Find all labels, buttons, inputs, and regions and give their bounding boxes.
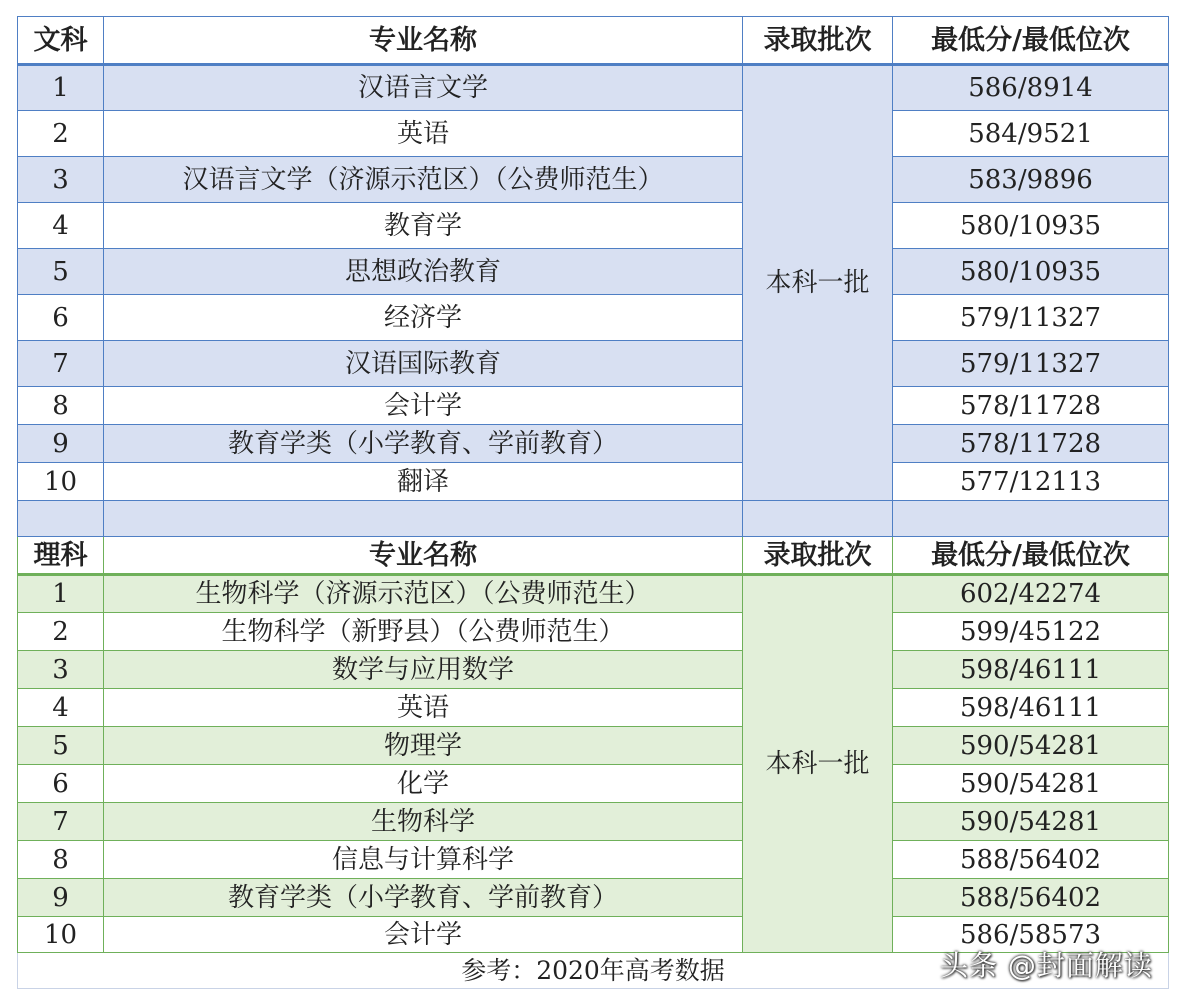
table-row <box>18 841 1169 879</box>
arts-header-row <box>18 17 1169 65</box>
table-row <box>18 575 1169 613</box>
science-batch-cell: 本科一批 <box>743 575 893 953</box>
arts-batch-header: 录取批次 <box>743 17 893 65</box>
score-rank: 584/9521 <box>893 111 1169 157</box>
row-number: 1 <box>18 575 104 613</box>
score-rank: 590/54281 <box>893 803 1169 841</box>
score-rank: 579/11327 <box>893 295 1169 341</box>
row-number: 5 <box>18 249 104 295</box>
separator-cell <box>893 501 1169 537</box>
table-row <box>18 341 1169 387</box>
row-number: 1 <box>18 65 104 111</box>
score-rank: 588/56402 <box>893 841 1169 879</box>
row-number: 3 <box>18 651 104 689</box>
major-name: 教育学类（小学教育、学前教育） <box>104 879 743 917</box>
science-major-header: 专业名称 <box>104 537 743 575</box>
major-name: 数学与应用数学 <box>104 651 743 689</box>
score-rank: 599/45122 <box>893 613 1169 651</box>
row-number: 10 <box>18 463 104 501</box>
major-name: 英语 <box>104 111 743 157</box>
separator-cell <box>18 501 104 537</box>
arts-major-header: 专业名称 <box>104 17 743 65</box>
major-name: 汉语言文学（济源示范区）（公费师范生） <box>104 157 743 203</box>
score-rank: 580/10935 <box>893 249 1169 295</box>
major-name: 翻译 <box>104 463 743 501</box>
row-number: 8 <box>18 387 104 425</box>
major-name: 信息与计算科学 <box>104 841 743 879</box>
score-rank: 577/12113 <box>893 463 1169 501</box>
table-row <box>18 463 1169 501</box>
admission-score-table <box>17 16 1169 989</box>
section-separator-row <box>18 501 1169 537</box>
score-rank: 598/46111 <box>893 651 1169 689</box>
table-row <box>18 803 1169 841</box>
score-rank: 578/11728 <box>893 387 1169 425</box>
major-name: 思想政治教育 <box>104 249 743 295</box>
score-rank: 598/46111 <box>893 689 1169 727</box>
major-name: 教育学 <box>104 203 743 249</box>
separator-cell <box>104 501 743 537</box>
row-number: 7 <box>18 341 104 387</box>
table-row <box>18 295 1169 341</box>
major-name: 生物科学 <box>104 803 743 841</box>
table-row <box>18 879 1169 917</box>
major-name: 汉语国际教育 <box>104 341 743 387</box>
science-batch-header: 录取批次 <box>743 537 893 575</box>
science-score-header: 最低分/最低位次 <box>893 537 1169 575</box>
major-name: 汉语言文学 <box>104 65 743 111</box>
arts-score-header: 最低分/最低位次 <box>893 17 1169 65</box>
table-row <box>18 651 1169 689</box>
row-number: 9 <box>18 879 104 917</box>
row-number: 7 <box>18 803 104 841</box>
score-rank: 580/10935 <box>893 203 1169 249</box>
separator-cell <box>743 501 893 537</box>
arts-batch-cell: 本科一批 <box>743 65 893 501</box>
row-number: 8 <box>18 841 104 879</box>
table-row <box>18 249 1169 295</box>
watermark: 头条 @封面解读 <box>940 949 1153 982</box>
reference-note: 参考：2020年高考数据 <box>18 953 1169 989</box>
major-name: 化学 <box>104 765 743 803</box>
science-track-header: 理科 <box>18 537 104 575</box>
score-rank: 583/9896 <box>893 157 1169 203</box>
table-row <box>18 111 1169 157</box>
table-row <box>18 203 1169 249</box>
major-name: 物理学 <box>104 727 743 765</box>
major-name: 会计学 <box>104 387 743 425</box>
score-rank: 602/42274 <box>893 575 1169 613</box>
row-number: 4 <box>18 203 104 249</box>
major-name: 英语 <box>104 689 743 727</box>
row-number: 4 <box>18 689 104 727</box>
row-number: 2 <box>18 613 104 651</box>
score-rank: 590/54281 <box>893 727 1169 765</box>
score-rank: 588/56402 <box>893 879 1169 917</box>
major-name: 生物科学（济源示范区）（公费师范生） <box>104 575 743 613</box>
score-rank: 586/8914 <box>893 65 1169 111</box>
score-rank: 586/58573 <box>893 917 1169 953</box>
row-number: 2 <box>18 111 104 157</box>
table-row <box>18 387 1169 425</box>
table-row <box>18 65 1169 111</box>
table-row <box>18 157 1169 203</box>
row-number: 10 <box>18 917 104 953</box>
major-name: 生物科学（新野县）（公费师范生） <box>104 613 743 651</box>
table-row <box>18 727 1169 765</box>
score-rank: 590/54281 <box>893 765 1169 803</box>
score-rank: 578/11728 <box>893 425 1169 463</box>
row-number: 3 <box>18 157 104 203</box>
major-name: 经济学 <box>104 295 743 341</box>
table-row <box>18 613 1169 651</box>
table-row <box>18 765 1169 803</box>
row-number: 6 <box>18 295 104 341</box>
major-name: 教育学类（小学教育、学前教育） <box>104 425 743 463</box>
score-rank: 579/11327 <box>893 341 1169 387</box>
table-row <box>18 689 1169 727</box>
row-number: 6 <box>18 765 104 803</box>
major-name: 会计学 <box>104 917 743 953</box>
row-number: 5 <box>18 727 104 765</box>
arts-track-header: 文科 <box>18 17 104 65</box>
row-number: 9 <box>18 425 104 463</box>
table-row <box>18 425 1169 463</box>
science-header-row <box>18 537 1169 575</box>
